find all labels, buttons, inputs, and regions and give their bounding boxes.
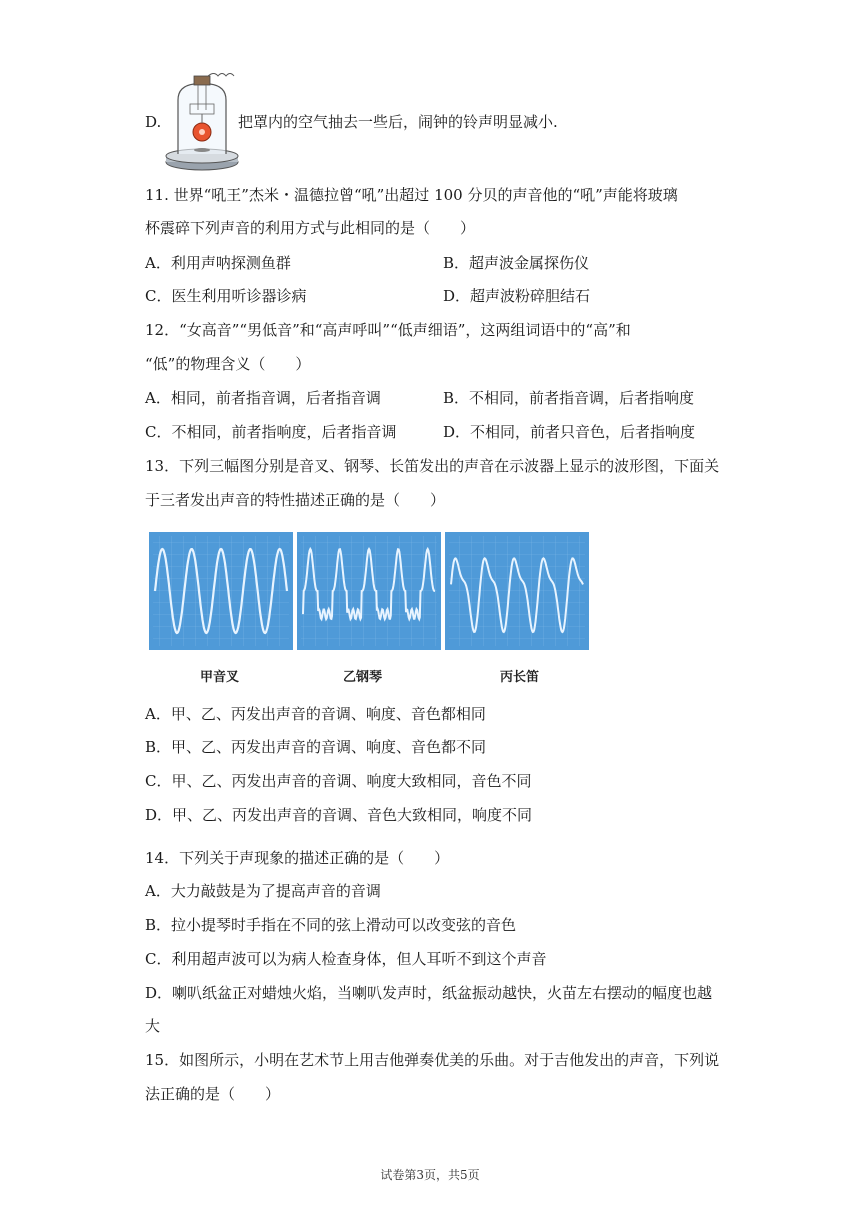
option-a: A．相同，前者指音调，后者指音调 bbox=[145, 389, 381, 407]
option-a: A．利用声呐探测鱼群 bbox=[145, 254, 291, 272]
option-d: D．不相同，前者只音色，后者指响度 bbox=[443, 423, 696, 441]
option-text: 把罩内的空气抽去一些后，闹钟的铃声明显减小. bbox=[238, 113, 558, 131]
option-c: C．医生利用听诊器诊病 bbox=[145, 287, 307, 305]
page-footer: 试卷第3页，共5页 bbox=[380, 1168, 480, 1182]
question-stem: 于三者发出声音的特性描述正确的是（ ） bbox=[145, 491, 446, 509]
question-stem: 12．“女高音”“男低音”和“高声呼叫”“低声细语”，这两组词语中的“高”和 bbox=[145, 321, 631, 339]
option-c: C．甲、乙、丙发出声音的音调、响度大致相同，音色不同 bbox=[145, 772, 532, 790]
question-stem: 14．下列关于声现象的描述正确的是（ ） bbox=[145, 849, 450, 867]
scope-panel-piano bbox=[297, 532, 441, 650]
option-d: D．超声波粉碎胆结石 bbox=[443, 287, 591, 305]
option-label: D. bbox=[145, 113, 162, 131]
option-d: D．甲、乙、丙发出声音的音调、音色大致相同，响度不同 bbox=[145, 806, 533, 824]
figure-label-bing: 丙长笛 bbox=[500, 670, 540, 685]
question-stem: 15．如图所示，小明在艺术节上用吉他弹奏优美的乐曲。对于吉他发出的声音，下列说 bbox=[145, 1051, 720, 1069]
question-stem: 11. 世界“吼王”杰米・温德拉曾“吼”出超过 100 分贝的声音他的“吼”声能将玻璃 bbox=[145, 186, 678, 204]
option-b: B．超声波金属探伤仪 bbox=[443, 254, 590, 272]
option-a: A．甲、乙、丙发出声音的音调、响度、音色都相同 bbox=[145, 705, 486, 723]
option-b: B．甲、乙、丙发出声音的音调、响度、音色都不同 bbox=[145, 738, 487, 756]
option-c: C．利用超声波可以为病人检查身体，但人耳听不到这个声音 bbox=[145, 950, 547, 968]
option-c: C．不相同，前者指响度，后者指音调 bbox=[145, 423, 397, 441]
bell-jar-figure bbox=[164, 70, 240, 178]
option-d: D．喇叭纸盆正对蜡烛火焰，当喇叭发声时，纸盆振动越快，火苗左右摆动的幅度也越 bbox=[145, 984, 713, 1002]
option-b: B．拉小提琴时手指在不同的弦上滑动可以改变弦的音色 bbox=[145, 916, 517, 934]
question-stem: 13．下列三幅图分别是音叉、钢琴、长笛发出的声音在示波器上显示的波形图，下面关 bbox=[145, 457, 720, 475]
figure-label-yi: 乙钢琴 bbox=[343, 670, 383, 685]
option-a: A．大力敲鼓是为了提高声音的音调 bbox=[145, 882, 381, 900]
question-stem: “低”的物理含义（ ） bbox=[145, 355, 311, 373]
question-stem: 法正确的是（ ） bbox=[145, 1085, 281, 1103]
question-stem: 杯震碎下列声音的利用方式与此相同的是（ ） bbox=[145, 219, 476, 237]
figure-label-jia: 甲音叉 bbox=[200, 670, 240, 685]
scope-panel-tuning-fork bbox=[149, 532, 293, 650]
scope-panel-flute bbox=[445, 532, 589, 650]
option-d-continued: 大 bbox=[145, 1017, 161, 1035]
option-b: B．不相同，前者指音调，后者指响度 bbox=[443, 389, 695, 407]
